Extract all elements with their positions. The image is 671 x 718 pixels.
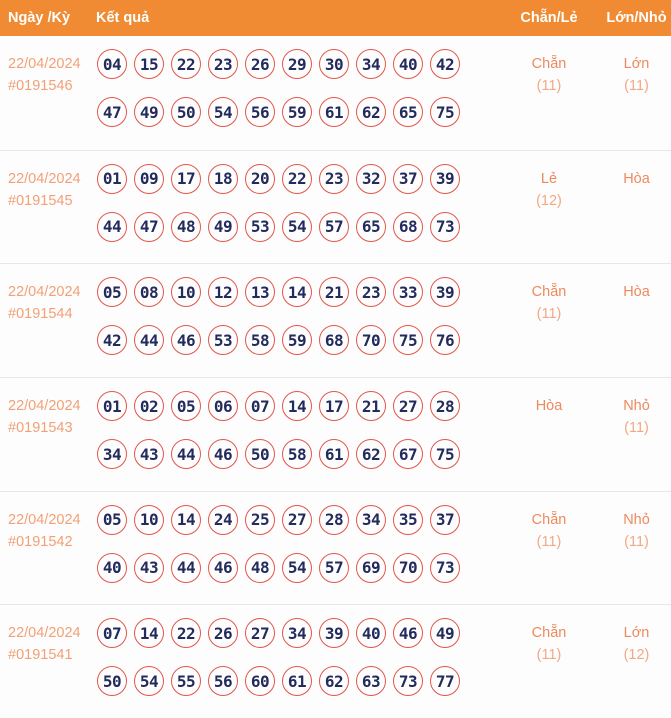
result-number-ball: 24 (208, 505, 238, 535)
result-number-ball: 27 (245, 618, 275, 648)
result-number-ball: 49 (208, 212, 238, 242)
big-small-count: (11) (624, 78, 649, 94)
result-number-ball: 22 (171, 49, 201, 79)
result-number-ball: 44 (134, 325, 164, 355)
odd-even-cell (496, 378, 602, 491)
draw-info (0, 36, 96, 150)
result-number-ball: 07 (245, 391, 275, 421)
odd-even-count: (12) (536, 192, 562, 209)
result-row (0, 377, 671, 491)
big-small-count: (11) (624, 533, 649, 550)
big-small-label: Nhỏ (623, 511, 650, 528)
result-number-ball: 75 (430, 97, 460, 127)
odd-even-label: Chẵn (531, 284, 567, 301)
result-number-ball: 14 (282, 391, 312, 421)
result-number-ball: 32 (356, 164, 386, 194)
result-number-ball: 56 (245, 97, 275, 127)
result-number-ball: 61 (282, 666, 312, 696)
result-number-ball: 49 (134, 97, 164, 127)
numbers-line-2 (96, 325, 496, 355)
odd-even-count: (11) (536, 306, 562, 323)
result-number-ball: 20 (245, 164, 275, 194)
result-number-ball: 22 (171, 618, 201, 648)
big-small-label: Nhỏ (623, 398, 650, 415)
draw-date: 22/04/2024 (8, 625, 81, 642)
result-number-ball: 43 (134, 439, 164, 469)
result-number-ball: 76 (430, 325, 460, 355)
result-number-ball: 01 (97, 164, 127, 194)
result-number-ball: 26 (208, 618, 238, 648)
result-number-ball: 13 (245, 277, 275, 307)
result-number-ball: 39 (319, 618, 349, 648)
numbers-line-1 (96, 505, 496, 535)
result-number-ball: 40 (356, 618, 386, 648)
result-number-ball: 07 (97, 618, 127, 648)
result-number-ball: 55 (171, 666, 201, 696)
result-number-ball: 15 (134, 49, 164, 79)
draw-id: #0191542 (8, 533, 73, 550)
draw-id: #0191543 (8, 420, 73, 437)
draw-numbers (96, 605, 496, 718)
big-small-label: Hòa (623, 170, 650, 187)
result-number-ball: 12 (208, 277, 238, 307)
result-number-ball: 34 (282, 618, 312, 648)
result-number-ball: 68 (319, 325, 349, 355)
result-number-ball: 01 (97, 391, 127, 421)
result-number-ball: 67 (393, 439, 423, 469)
numbers-line-2 (96, 666, 496, 696)
odd-even-count: (11) (536, 533, 562, 550)
odd-even-count: (11) (536, 647, 562, 664)
result-number-ball: 73 (430, 553, 460, 583)
result-number-ball: 40 (393, 49, 423, 79)
result-number-ball: 70 (393, 553, 423, 583)
result-number-ball: 28 (430, 391, 460, 421)
result-number-ball: 44 (171, 553, 201, 583)
result-number-ball: 73 (393, 666, 423, 696)
draw-date: 22/04/2024 (8, 511, 81, 528)
result-number-ball: 08 (134, 277, 164, 307)
result-number-ball: 47 (97, 97, 127, 127)
odd-even-cell (496, 36, 602, 150)
draw-info (0, 151, 96, 264)
result-row (0, 604, 671, 718)
numbers-line-2 (96, 212, 496, 242)
big-small-label: Hòa (623, 284, 650, 301)
result-number-ball: 09 (134, 164, 164, 194)
odd-even-cell (496, 492, 602, 605)
result-number-ball: 54 (282, 212, 312, 242)
result-number-ball: 57 (319, 553, 349, 583)
odd-even-label: Chẵn (531, 625, 567, 642)
big-small-cell (602, 36, 671, 150)
numbers-line-1 (96, 164, 496, 194)
draw-numbers (96, 492, 496, 605)
header-result: Kết quả (96, 10, 150, 26)
big-small-cell (602, 151, 671, 264)
numbers-line-2 (96, 553, 496, 583)
result-number-ball: 57 (319, 212, 349, 242)
result-number-ball: 30 (319, 49, 349, 79)
numbers-line-1 (96, 277, 496, 307)
result-number-ball: 53 (208, 325, 238, 355)
result-number-ball: 54 (282, 553, 312, 583)
odd-even-cell (496, 151, 602, 264)
result-number-ball: 59 (282, 325, 312, 355)
result-number-ball: 33 (393, 277, 423, 307)
big-small-cell (602, 264, 671, 377)
result-number-ball: 65 (356, 212, 386, 242)
draw-date: 22/04/2024 (8, 56, 81, 72)
draw-date: 22/04/2024 (8, 398, 81, 415)
result-number-ball: 46 (208, 553, 238, 583)
draw-numbers (96, 36, 496, 150)
result-number-ball: 05 (97, 505, 127, 535)
result-number-ball: 27 (282, 505, 312, 535)
big-small-label: Lớn (623, 625, 650, 642)
odd-even-label: Chẵn (531, 56, 567, 72)
odd-even-label: Lẻ (540, 170, 558, 187)
result-number-ball: 47 (134, 212, 164, 242)
result-number-ball: 50 (171, 97, 201, 127)
result-row (0, 263, 671, 377)
numbers-line-2 (96, 97, 496, 127)
result-number-ball: 14 (134, 618, 164, 648)
result-number-ball: 39 (430, 164, 460, 194)
result-number-ball: 21 (356, 391, 386, 421)
draw-id: #0191545 (8, 192, 73, 209)
result-number-ball: 70 (356, 325, 386, 355)
result-number-ball: 65 (393, 97, 423, 127)
result-number-ball: 77 (430, 666, 460, 696)
result-number-ball: 18 (208, 164, 238, 194)
draw-id: #0191544 (8, 306, 73, 323)
result-number-ball: 63 (356, 666, 386, 696)
result-number-ball: 69 (356, 553, 386, 583)
result-row (0, 491, 671, 605)
result-number-ball: 06 (208, 391, 238, 421)
result-number-ball: 29 (282, 49, 312, 79)
result-number-ball: 37 (430, 505, 460, 535)
numbers-line-1 (96, 618, 496, 648)
odd-even-cell (496, 264, 602, 377)
result-number-ball: 50 (245, 439, 275, 469)
result-number-ball: 02 (134, 391, 164, 421)
result-number-ball: 60 (245, 666, 275, 696)
draw-info (0, 378, 96, 491)
result-number-ball: 05 (171, 391, 201, 421)
odd-even-count: (11) (536, 78, 562, 94)
result-number-ball: 62 (356, 97, 386, 127)
result-number-ball: 34 (356, 49, 386, 79)
result-number-ball: 34 (97, 439, 127, 469)
result-number-ball: 23 (319, 164, 349, 194)
result-number-ball: 17 (319, 391, 349, 421)
draw-id: #0191546 (8, 78, 73, 94)
result-number-ball: 75 (430, 439, 460, 469)
odd-even-label: Chẵn (531, 511, 567, 528)
header-date-draw: Ngày /Kỳ (8, 10, 71, 26)
draw-info (0, 605, 96, 718)
big-small-label: Lớn (623, 56, 650, 72)
result-number-ball: 54 (208, 97, 238, 127)
result-number-ball: 59 (282, 97, 312, 127)
result-number-ball: 27 (393, 391, 423, 421)
result-number-ball: 61 (319, 439, 349, 469)
result-number-ball: 53 (245, 212, 275, 242)
result-number-ball: 44 (97, 212, 127, 242)
result-number-ball: 46 (393, 618, 423, 648)
numbers-line-1 (96, 49, 496, 79)
table-header (0, 0, 671, 36)
result-number-ball: 40 (97, 553, 127, 583)
big-small-cell (602, 605, 671, 718)
result-number-ball: 58 (245, 325, 275, 355)
draw-numbers (96, 378, 496, 491)
result-number-ball: 50 (97, 666, 127, 696)
numbers-line-1 (96, 391, 496, 421)
result-number-ball: 49 (430, 618, 460, 648)
result-number-ball: 56 (208, 666, 238, 696)
result-number-ball: 35 (393, 505, 423, 535)
result-number-ball: 42 (97, 325, 127, 355)
result-number-ball: 54 (134, 666, 164, 696)
result-number-ball: 48 (245, 553, 275, 583)
result-number-ball: 34 (356, 505, 386, 535)
results-body (0, 36, 671, 718)
odd-even-cell (496, 605, 602, 718)
result-number-ball: 44 (171, 439, 201, 469)
result-number-ball: 22 (282, 164, 312, 194)
draw-numbers (96, 264, 496, 377)
draw-info (0, 492, 96, 605)
draw-id: #0191541 (8, 647, 73, 664)
big-small-count: (12) (623, 647, 650, 664)
result-number-ball: 48 (171, 212, 201, 242)
result-number-ball: 46 (208, 439, 238, 469)
big-small-cell (602, 492, 671, 605)
result-number-ball: 42 (430, 49, 460, 79)
result-number-ball: 75 (393, 325, 423, 355)
result-number-ball: 23 (356, 277, 386, 307)
header-odd-even: Chẵn/Lẻ (520, 10, 578, 26)
result-number-ball: 04 (97, 49, 127, 79)
draw-date: 22/04/2024 (8, 170, 81, 187)
result-number-ball: 43 (134, 553, 164, 583)
result-number-ball: 58 (282, 439, 312, 469)
result-number-ball: 61 (319, 97, 349, 127)
result-number-ball: 37 (393, 164, 423, 194)
numbers-line-2 (96, 439, 496, 469)
result-number-ball: 25 (245, 505, 275, 535)
result-number-ball: 62 (356, 439, 386, 469)
result-number-ball: 46 (171, 325, 201, 355)
result-number-ball: 28 (319, 505, 349, 535)
result-number-ball: 14 (171, 505, 201, 535)
result-number-ball: 26 (245, 49, 275, 79)
odd-even-label: Hòa (535, 398, 563, 415)
result-row (0, 150, 671, 264)
result-number-ball: 68 (393, 212, 423, 242)
result-number-ball: 23 (208, 49, 238, 79)
result-number-ball: 21 (319, 277, 349, 307)
header-big-small: Lớn/Nhỏ (606, 10, 667, 26)
draw-info (0, 264, 96, 377)
draw-numbers (96, 151, 496, 264)
result-number-ball: 39 (430, 277, 460, 307)
big-small-count: (11) (624, 420, 649, 437)
result-number-ball: 14 (282, 277, 312, 307)
big-small-cell (602, 378, 671, 491)
result-number-ball: 62 (319, 666, 349, 696)
result-number-ball: 10 (171, 277, 201, 307)
result-number-ball: 10 (134, 505, 164, 535)
result-row (0, 36, 671, 150)
result-number-ball: 17 (171, 164, 201, 194)
result-number-ball: 73 (430, 212, 460, 242)
result-number-ball: 05 (97, 277, 127, 307)
draw-date: 22/04/2024 (8, 284, 81, 301)
